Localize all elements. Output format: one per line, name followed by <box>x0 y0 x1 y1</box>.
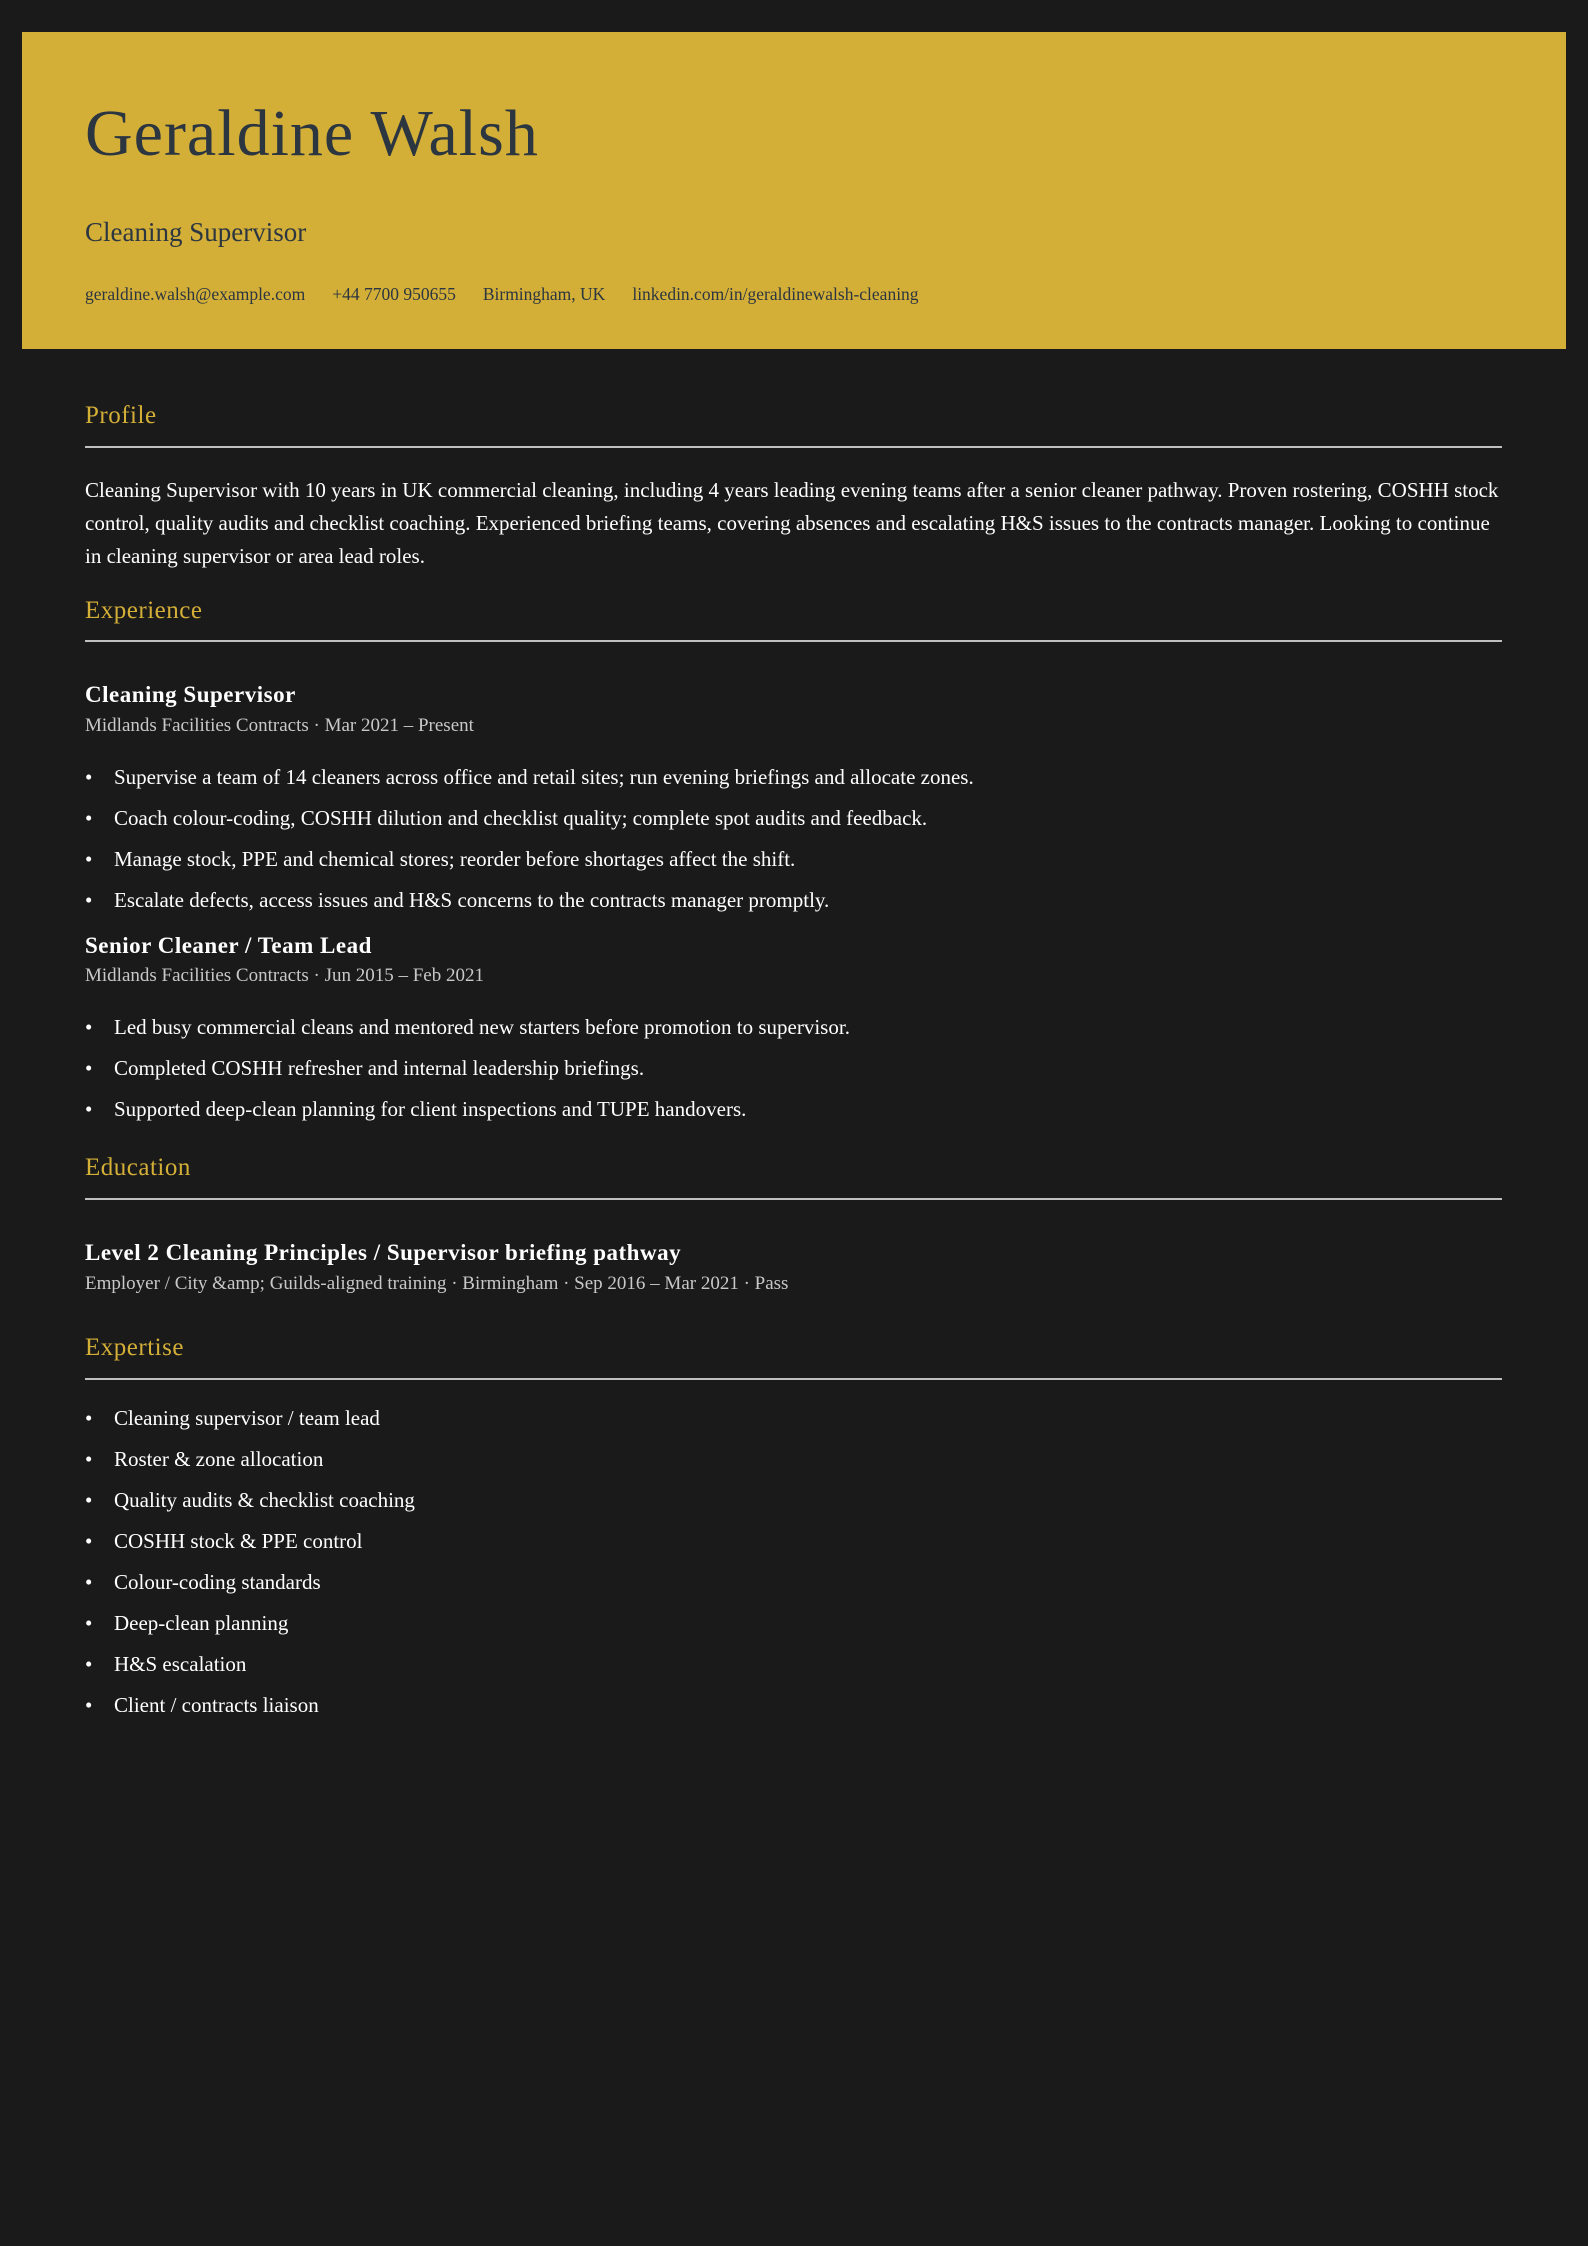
list-item: • Roster & zone allocation <box>85 1439 1502 1480</box>
section-title-education: Education <box>85 1154 191 1182</box>
section-divider <box>85 640 1502 642</box>
profile-text: Cleaning Supervisor with 10 years in UK commercial cleaning, including 4 years leading evening teams after a senior cleaner pathway. Proven rostering, COSHH stock control, quality audits and checklist coaching. Experienced briefing teams, covering absences and escalating H&S issues to the contracts manager. Looking to continue in cleaning supervisor or area lead roles. <box>85 477 1499 568</box>
list-item: • Led busy commercial cleans and mentored new starters before promotion to supervisor. <box>85 1007 1502 1048</box>
profile-section <box>85 400 1502 573</box>
list-item: • COSHH stock & PPE control <box>85 1521 1502 1562</box>
education-title: Level 2 Cleaning Principles / Supervisor briefing pathway <box>85 1239 682 1265</box>
list-item: • Deep-clean planning <box>85 1603 1502 1644</box>
job-entry <box>85 680 1502 921</box>
job-title: Cleaning Supervisor <box>85 682 296 707</box>
list-item: • Supported deep-clean planning for client inspections and TUPE handovers. <box>85 1089 1502 1130</box>
section-divider <box>85 1378 1502 1380</box>
list-item: • Completed COSHH refresher and internal leadership briefings. <box>85 1048 1502 1089</box>
candidate-role: Cleaning Supervisor <box>85 217 307 247</box>
education-entry <box>85 1238 1502 1297</box>
section-title-profile: Profile <box>85 402 157 429</box>
contact-info <box>85 284 919 305</box>
list-item: • Quality audits & checklist coaching <box>85 1480 1502 1521</box>
list-item: • Escalate defects, access issues and H&S concerns to the contracts manager promptly. <box>85 880 1502 921</box>
job-entry <box>85 931 1502 1131</box>
contact-location: Birmingham, UK <box>482 284 606 304</box>
contact-email[interactable]: geraldine.walsh@example.com <box>85 284 306 304</box>
expertise-list <box>85 1398 1502 1726</box>
job-meta: Midlands Facilities Contracts · Mar 2021 – Present <box>85 714 474 736</box>
list-item: • Colour-coding standards <box>85 1562 1502 1603</box>
list-item: • Manage stock, PPE and chemical stores; reorder before shortages affect the shift. <box>85 839 1502 880</box>
expertise-section <box>85 1332 1502 1726</box>
section-title-expertise: Expertise <box>85 1334 184 1362</box>
list-item: • Coach colour-coding, COSHH dilution and checklist quality; complete spot audits and feedback. <box>85 798 1502 839</box>
education-section <box>85 1152 1502 1296</box>
education-meta: Employer / City &amp; Guilds-aligned training · Birmingham · Sep 2016 – Mar 2021 · Pass <box>85 1272 789 1294</box>
job-meta: Midlands Facilities Contracts · Jun 2015 – Feb 2021 <box>85 965 484 987</box>
job-title: Senior Cleaner / Team Lead <box>85 932 372 958</box>
resume-header <box>22 32 1566 349</box>
contact-linkedin[interactable]: linkedin.com/in/geraldinewalsh-cleaning <box>632 284 919 304</box>
list-item: • H&S escalation <box>85 1644 1502 1685</box>
section-title-experience: Experience <box>85 596 203 624</box>
contact-phone[interactable]: +44 7700 950655 <box>332 284 456 304</box>
resume-body <box>85 400 1502 1726</box>
list-item: • Supervise a team of 14 cleaners across office and retail sites; run evening briefings and allocate zones. <box>85 757 1502 798</box>
list-item: • Client / contracts liaison <box>85 1685 1502 1726</box>
job-bullets <box>85 757 1502 921</box>
list-item: • Cleaning supervisor / team lead <box>85 1398 1502 1439</box>
experience-section <box>85 595 1502 1131</box>
section-divider <box>85 1198 1502 1200</box>
section-divider <box>85 446 1502 448</box>
job-bullets <box>85 1007 1502 1130</box>
candidate-name: Geraldine Walsh <box>85 97 539 170</box>
